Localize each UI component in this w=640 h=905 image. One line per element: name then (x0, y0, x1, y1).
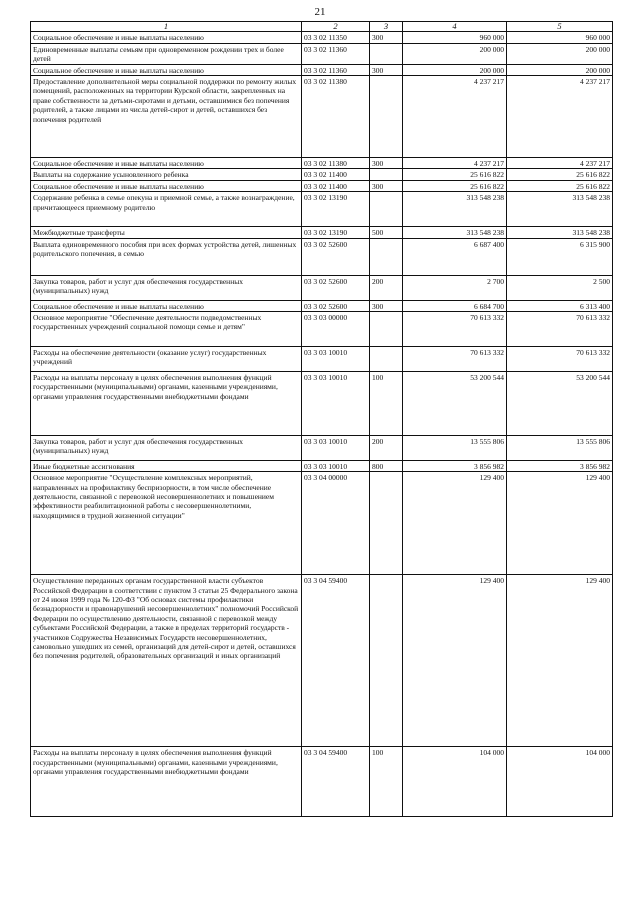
row-expense-type: 300 (370, 180, 403, 191)
table-row (31, 64, 613, 75)
table-row (31, 227, 613, 238)
table-header-row (31, 22, 613, 32)
row-value-2: 25 616 822 (507, 169, 613, 180)
row-value-2: 200 000 (507, 64, 613, 75)
row-expense-type (370, 346, 403, 371)
row-expense-type: 100 (370, 371, 403, 435)
row-name: Выплата единовременного пособия при всех формах устройства детей, лишенных родительского попечения, в семью (31, 238, 302, 275)
row-value-1: 25 616 822 (403, 169, 507, 180)
column-header-value-1: 4 (403, 22, 507, 32)
table-row (31, 43, 613, 64)
row-value-1: 6 687 400 (403, 238, 507, 275)
row-value-2: 70 613 332 (507, 311, 613, 346)
row-code: 03 3 02 52600 (302, 300, 370, 311)
column-header-code: 2 (302, 22, 370, 32)
row-code: 03 3 02 11380 (302, 76, 370, 158)
row-code: 03 3 03 10010 (302, 460, 370, 471)
row-code: 03 3 04 00000 (302, 472, 370, 575)
row-name: Социальное обеспечение и иные выплаты населению (31, 180, 302, 191)
row-value-1: 70 613 332 (403, 311, 507, 346)
column-header-value-2: 5 (507, 22, 613, 32)
row-code: 03 3 04 59400 (302, 747, 370, 817)
row-value-1: 104 000 (403, 747, 507, 817)
row-expense-type: 200 (370, 275, 403, 300)
row-expense-type (370, 169, 403, 180)
row-name: Содержание ребенка в семье опекуна и приемной семье, а также вознаграждение, причитающееся приемному родителю (31, 192, 302, 227)
table-row (31, 435, 613, 460)
row-value-1: 2 700 (403, 275, 507, 300)
row-value-2: 313 548 238 (507, 192, 613, 227)
row-value-1: 200 000 (403, 64, 507, 75)
row-expense-type: 300 (370, 300, 403, 311)
row-code: 03 3 02 52600 (302, 275, 370, 300)
row-expense-type (370, 238, 403, 275)
row-expense-type (370, 575, 403, 747)
page-number: 21 (314, 6, 326, 18)
row-value-1: 129 400 (403, 575, 507, 747)
row-expense-type: 800 (370, 460, 403, 471)
row-code: 03 3 03 10010 (302, 371, 370, 435)
row-value-2: 104 000 (507, 747, 613, 817)
row-name: Основное мероприятие "Обеспечение деятельности подведомственных государственных учреждений социальной помощи семье и детям" (31, 311, 302, 346)
budget-table (30, 21, 613, 817)
table-row (31, 32, 613, 43)
row-value-1: 200 000 (403, 43, 507, 64)
row-expense-type (370, 192, 403, 227)
row-value-1: 313 548 238 (403, 227, 507, 238)
row-name: Расходы на выплаты персоналу в целях обеспечения выполнения функций государственными (муниципальными) органами, казенными учреждениями, органами управления государственными внебюджетными фондами (31, 747, 302, 817)
column-header-name: 1 (31, 22, 302, 32)
row-value-2: 6 315 900 (507, 238, 613, 275)
row-name: Социальное обеспечение и иные выплаты населению (31, 64, 302, 75)
row-expense-type (370, 311, 403, 346)
row-value-2: 313 548 238 (507, 227, 613, 238)
table-row (31, 472, 613, 575)
row-code: 03 3 02 11360 (302, 43, 370, 64)
row-code: 03 3 02 11380 (302, 158, 370, 169)
row-code: 03 3 02 13190 (302, 227, 370, 238)
table-row (31, 238, 613, 275)
row-name: Социальное обеспечение и иные выплаты населению (31, 158, 302, 169)
row-name: Межбюджетные трансферты (31, 227, 302, 238)
row-name: Единовременные выплаты семьям при одновременном рождении трех и более детей (31, 43, 302, 64)
row-value-2: 129 400 (507, 575, 613, 747)
column-header-vr: 3 (370, 22, 403, 32)
table-row (31, 460, 613, 471)
row-value-2: 4 237 217 (507, 158, 613, 169)
row-value-1: 313 548 238 (403, 192, 507, 227)
table-row (31, 275, 613, 300)
row-value-1: 4 237 217 (403, 158, 507, 169)
row-name: Закупка товаров, работ и услуг для обеспечения государственных (муниципальных) нужд (31, 275, 302, 300)
row-value-1: 4 237 217 (403, 76, 507, 158)
row-value-1: 129 400 (403, 472, 507, 575)
row-value-2: 960 000 (507, 32, 613, 43)
row-code: 03 3 02 52600 (302, 238, 370, 275)
row-value-2: 70 613 332 (507, 346, 613, 371)
row-value-2: 53 200 544 (507, 371, 613, 435)
row-value-1: 3 856 982 (403, 460, 507, 471)
row-code: 03 3 03 00000 (302, 311, 370, 346)
row-value-2: 4 237 217 (507, 76, 613, 158)
row-name: Выплаты на содержание усыновленного ребенка (31, 169, 302, 180)
row-name: Иные бюджетные ассигнования (31, 460, 302, 471)
row-value-1: 53 200 544 (403, 371, 507, 435)
row-name: Осуществление переданных органам государственной власти субъектов Российской Федерации в соответствии с пунктом 3 статьи 25 Федерального закона от 24 июня 1999 года № 120-ФЗ "Об основах системы профилактики безнадзорности и правонарушений несовершеннолетних" полномочий Российской Федерации по осуществлению деятельности, связанной с перевозкой между субъектами Российской Федерации, а также в пределах территорий государств - участников Содружества Независимых Государств несовершеннолетних, самовольно ушедших из семей, организаций для детей-сирот и детей, оставшихся без попечения родителей, образовательных организаций и иных организаций (31, 575, 302, 747)
row-name: Социальное обеспечение и иные выплаты населению (31, 32, 302, 43)
row-code: 03 3 03 10010 (302, 435, 370, 460)
row-name: Расходы на обеспечение деятельности (оказание услуг) государственных учреждений (31, 346, 302, 371)
row-expense-type (370, 472, 403, 575)
row-value-1: 70 613 332 (403, 346, 507, 371)
row-code: 03 3 04 59400 (302, 575, 370, 747)
table-row (31, 575, 613, 747)
row-value-1: 13 555 806 (403, 435, 507, 460)
row-code: 03 3 03 10010 (302, 346, 370, 371)
row-name: Основное мероприятие "Осуществление комплексных мероприятий, направленных на профилактику беспризорности, в том числе обеспечение деятельности, связанной с перевозкой несовершеннолетних и повышением эффективности реабилитационной работы с несовершеннолетними, находящимися в трудной жизненной ситуации" (31, 472, 302, 575)
table-row (31, 76, 613, 158)
row-value-2: 13 555 806 (507, 435, 613, 460)
row-name: Предоставление дополнительной меры социальной поддержки по ремонту жилых помещений, расположенных на территории Курской области, закрепленных на праве собственности за детьми-сиротами и детьми, оставшимися без попечения родителей, а также лицами из числа детей-сирот и детей, оставшихся без попечения родителей (31, 76, 302, 158)
table-row (31, 180, 613, 191)
row-value-1: 6 684 700 (403, 300, 507, 311)
row-expense-type: 200 (370, 435, 403, 460)
row-name: Социальное обеспечение и иные выплаты населению (31, 300, 302, 311)
table-row (31, 169, 613, 180)
row-name: Закупка товаров, работ и услуг для обеспечения государственных (муниципальных) нужд (31, 435, 302, 460)
row-value-2: 200 000 (507, 43, 613, 64)
row-value-2: 3 856 982 (507, 460, 613, 471)
row-code: 03 3 02 11360 (302, 64, 370, 75)
row-code: 03 3 02 11350 (302, 32, 370, 43)
row-code: 03 3 02 13190 (302, 192, 370, 227)
table-row (31, 371, 613, 435)
row-expense-type: 100 (370, 747, 403, 817)
row-value-2: 2 500 (507, 275, 613, 300)
row-expense-type: 300 (370, 158, 403, 169)
row-value-2: 6 313 400 (507, 300, 613, 311)
row-expense-type (370, 76, 403, 158)
table-row (31, 311, 613, 346)
row-code: 03 3 02 11400 (302, 169, 370, 180)
row-name: Расходы на выплаты персоналу в целях обеспечения выполнения функций государственными (муниципальными) органами, казенными учреждениями, органами управления государственными внебюджетными фондами (31, 371, 302, 435)
row-value-1: 25 616 822 (403, 180, 507, 191)
row-value-2: 129 400 (507, 472, 613, 575)
row-expense-type: 300 (370, 32, 403, 43)
table-row (31, 747, 613, 817)
table-row (31, 346, 613, 371)
row-code: 03 3 02 11400 (302, 180, 370, 191)
row-value-2: 25 616 822 (507, 180, 613, 191)
table-row (31, 158, 613, 169)
row-expense-type (370, 43, 403, 64)
table-row (31, 192, 613, 227)
table-row (31, 300, 613, 311)
row-expense-type: 500 (370, 227, 403, 238)
row-expense-type: 300 (370, 64, 403, 75)
row-value-1: 960 000 (403, 32, 507, 43)
